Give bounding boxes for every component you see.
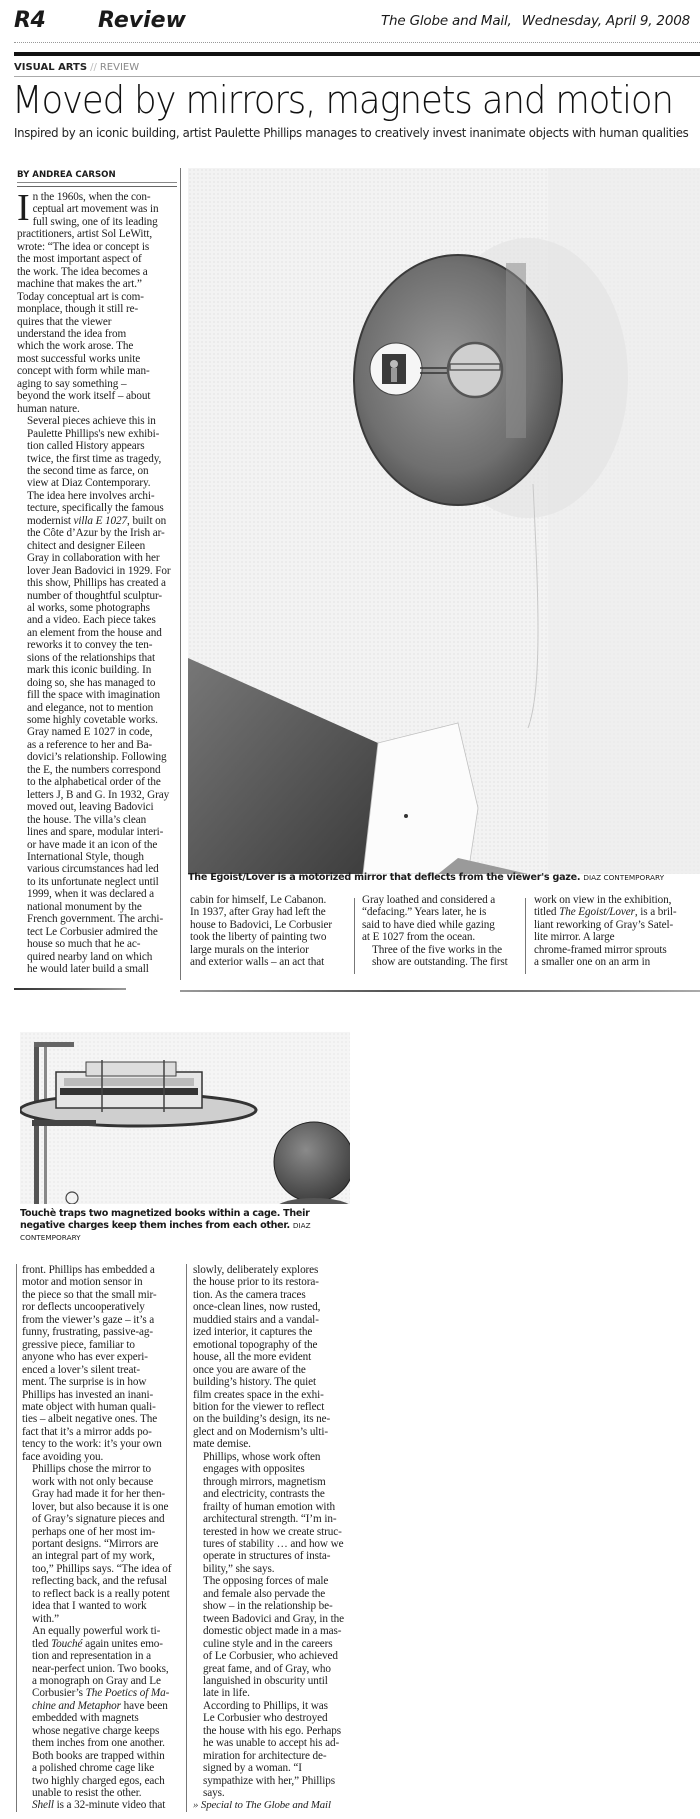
text-line: them inches from one another.	[32, 1737, 165, 1750]
photo-caption	[188, 872, 664, 883]
text-line: show – in the relationship be-	[203, 1600, 333, 1613]
text-line: terested in how we create struc-	[203, 1525, 342, 1538]
text-line: al works, some photographs	[27, 601, 150, 614]
text-line: the work. The idea becomes a	[17, 265, 148, 278]
text-line: too,” Phillips says. “The idea of	[32, 1562, 172, 1575]
text-line: lover Jean Badovici in 1929. For	[27, 564, 171, 577]
text-line: tency to the work: it’s your own	[22, 1438, 162, 1451]
text-line: Three of the five works in the	[372, 943, 502, 956]
headline: Moved by mirrors, magnets and motion	[12, 78, 673, 123]
paragraph	[17, 726, 179, 975]
text-line: Phillips has invested an inani-	[22, 1388, 154, 1401]
text-line: the house. The villa’s clean	[27, 813, 147, 826]
text-line: and exterior walls – an act that	[190, 956, 325, 969]
text-line: a smaller one on an arm in	[534, 956, 651, 969]
text-line: the E, the numbers correspond	[27, 763, 161, 776]
text-line: Paulette Phillips's new exhibi-	[27, 427, 160, 440]
text-line: funny, frustrating, passive-ag-	[22, 1326, 154, 1339]
text-line: idea that I wanted to work	[32, 1600, 147, 1613]
text-line: chine and Metaphor have been	[32, 1699, 168, 1712]
text-line: monplace, though it still re-	[17, 303, 139, 316]
text-line: from the viewer’s gaze – it’s a	[22, 1313, 155, 1326]
signoff: » Special to The Globe and Mail	[193, 1799, 331, 1812]
text-line: an integral part of my work,	[32, 1550, 155, 1563]
drop-cap: I	[17, 187, 30, 229]
text-line: front. Phillips has embedded a	[22, 1264, 155, 1276]
paragraph	[193, 1700, 355, 1800]
text-line: some highly covetable works.	[27, 714, 158, 727]
photo-credit: DIAZ CONTEMPORARY	[20, 1221, 311, 1242]
text-line: the most important aspect of	[17, 253, 142, 266]
text-line: and electricity, contrasts the	[203, 1488, 325, 1501]
text-line: culine style and in the careers	[203, 1637, 333, 1650]
text-line: great fame, and of Gray, who	[203, 1662, 331, 1675]
text-line: and elegance, not to mention	[27, 701, 154, 714]
text-line: tion called History appears	[27, 440, 145, 453]
text-line: and female also pervade the	[203, 1587, 326, 1600]
caption-text: The Egoist/Lover is a motorized mirror that deflects from the viewer's gaze.	[188, 872, 581, 883]
text-line: languished in obscurity until	[203, 1674, 328, 1687]
text-line: Shell is a 32-minute video that	[32, 1799, 166, 1812]
text-line: Gray had made it for her then-	[32, 1488, 166, 1501]
text-line: tween Badovici and Gray, in the	[203, 1612, 344, 1625]
text-line: tecture, specifically the famous	[27, 502, 164, 515]
text-line: doing so, she has managed to	[27, 676, 156, 689]
photo-egoist-lover	[188, 168, 700, 874]
article-column-1	[17, 187, 179, 976]
text-line: various circumstances had led	[27, 863, 159, 876]
text-line: operate in structures of insta-	[203, 1550, 331, 1563]
paragraph	[193, 1451, 355, 1576]
text-line: French government. The archi-	[27, 913, 164, 926]
text-line: twice, the first time as tragedy,	[27, 452, 162, 465]
text-line: took the liberty of painting two	[190, 931, 327, 944]
section-kicker	[14, 62, 139, 73]
round-mirror	[274, 1122, 350, 1202]
text-line: engages with opposites	[203, 1463, 305, 1476]
text-line: once you are aware of the	[193, 1363, 306, 1376]
text-line: understand the idea from	[17, 327, 127, 340]
column-divider	[186, 1264, 187, 1812]
text-line: Both books are trapped within	[32, 1749, 165, 1762]
column-divider	[354, 898, 355, 974]
text-line: In 1937, after Gray had left the	[190, 906, 326, 919]
text-line: said to have died while gazing	[362, 918, 495, 931]
article-column-5	[22, 1264, 184, 1812]
paragraph	[22, 1463, 184, 1625]
text-line: an element from the house and	[27, 626, 162, 639]
text-line: a polished chrome cage like	[32, 1762, 155, 1775]
text-line: which the work arose. The	[17, 340, 134, 353]
text-line: domestic object made in a mas-	[203, 1625, 342, 1638]
text-line: embedded with magnets	[32, 1712, 139, 1725]
deck: Inspired by an iconic building, artist Paulette Phillips manages to creatively invest inanimate objects with human qualities	[14, 125, 689, 140]
text-line: the second time as farce, on	[27, 464, 149, 477]
text-line: this show, Phillips has created a	[27, 577, 166, 590]
article-column-6	[193, 1264, 355, 1812]
text-line: large murals on the interior	[190, 943, 309, 956]
text-line: to the alphabetical order of the	[27, 776, 161, 789]
text-line: lite mirror. A large	[534, 931, 615, 944]
kicker-rule	[14, 76, 700, 77]
text-line: of Le Corbusier, who achieved	[203, 1650, 338, 1663]
text-line: fact that it’s a mirror adds po-	[22, 1425, 152, 1438]
dotted-rule	[14, 42, 700, 43]
text-line: view at Diaz Contemporary.	[27, 477, 151, 490]
text-line: wrote: “The idea or concept is	[17, 240, 150, 253]
text-line: muddied stairs and a vandal-	[193, 1313, 319, 1326]
text-line: n the 1960s, when the con-	[32, 191, 151, 203]
text-line: enced a lover’s silent treat-	[22, 1363, 141, 1376]
text-line: face avoiding you.	[22, 1450, 104, 1463]
kicker-category: VISUAL ARTS	[14, 62, 88, 73]
paragraph	[362, 944, 517, 969]
kicker-separator: //	[90, 62, 97, 73]
article-column-3	[362, 894, 517, 969]
text-line: a monograph on Gray and Le	[32, 1674, 161, 1687]
text-line: human nature.	[17, 402, 80, 415]
text-line: lover, but also because it is one	[32, 1500, 169, 1513]
text-line: aging to say something –	[17, 377, 127, 390]
article-column-2	[190, 894, 345, 969]
paragraph	[22, 1264, 184, 1463]
text-line: building’s history. The quiet	[193, 1376, 316, 1389]
text-line: tect Le Corbusier admired the	[27, 925, 158, 938]
text-line: the house prior to its restora-	[193, 1276, 319, 1289]
article-column-4	[534, 894, 700, 969]
text-line: he was unable to accept his ad-	[203, 1737, 340, 1750]
text-line: with.”	[32, 1612, 60, 1625]
photo-touche	[20, 1032, 350, 1204]
text-line: the piece so that the small mir-	[22, 1288, 157, 1301]
paragraph	[17, 415, 179, 726]
column-divider	[16, 1264, 17, 1812]
text-line: quired nearby land on which	[27, 950, 153, 963]
text-line: titled The Egoist/Lover, is a bril-	[534, 906, 677, 919]
text-line: the Côte d’Azur by the Irish ar-	[27, 527, 165, 540]
text-line: fill the space with imagination	[27, 689, 160, 702]
text-line: The opposing forces of male	[203, 1575, 329, 1588]
text-line: gressive piece, familiar to	[22, 1338, 135, 1351]
text-line: house to Badovici, Le Corbusier	[190, 918, 332, 931]
text-line: Gray named E 1027 in code,	[27, 726, 153, 739]
column-divider	[180, 168, 181, 980]
kicker-subcategory: REVIEW	[99, 62, 140, 73]
text-line: says.	[203, 1787, 225, 1800]
text-line: beyond the work itself – about	[17, 390, 151, 403]
text-line: the house with his ego. Perhaps	[203, 1724, 341, 1737]
text-line: miration for architecture de-	[203, 1749, 327, 1762]
publication-name: The Globe and Mail,	[380, 13, 512, 29]
text-line: modernist villa E 1027, built on	[27, 514, 167, 527]
text-line: reworks it to convey the ten-	[27, 639, 153, 652]
text-line: show are outstanding. The first	[372, 956, 508, 969]
masthead-rule	[14, 52, 700, 56]
text-line: letters J, B and G. In 1932, Gray	[27, 788, 170, 801]
text-line: tled Touché again unites emo-	[32, 1637, 163, 1650]
text-line: chitect and designer Eileen	[27, 539, 146, 552]
text-line: near-perfect union. Two books,	[32, 1662, 169, 1675]
text-line: sympathize with her,” Phillips	[203, 1774, 336, 1787]
text-line: architectural strength. “I’m in-	[203, 1513, 337, 1526]
section-rule	[180, 990, 700, 992]
page-number: R4	[14, 8, 46, 33]
text-line: bility,” she says.	[203, 1562, 275, 1575]
text-line: sions of the relationships that	[27, 651, 156, 664]
text-line: work on view in the exhibition,	[534, 894, 672, 906]
paragraph	[17, 187, 179, 415]
text-line: dovici’s relationship. Following	[27, 751, 167, 764]
text-line: number of thoughtful sculptur-	[27, 589, 163, 602]
text-line: Today conceptual art is com-	[17, 290, 144, 303]
text-line: The idea here involves archi-	[27, 489, 155, 502]
photo-caption	[20, 1208, 350, 1244]
caption-text: Touchè traps two magnetized books within a cage. Their negative charges keep them inches from each other.	[20, 1208, 310, 1231]
egoist-lover-image	[188, 168, 700, 874]
text-line: chrome-framed mirror sprouts	[534, 943, 667, 956]
text-line: Le Corbusier who destroyed	[203, 1712, 328, 1725]
text-line: as a reference to her and Ba-	[27, 738, 153, 751]
text-line: he would later build a small	[27, 963, 149, 976]
text-line: house so much that he ac-	[27, 938, 141, 951]
text-line: 1999, when it was declared a	[27, 888, 155, 901]
paragraph	[193, 1264, 355, 1451]
paragraph	[190, 894, 345, 969]
paragraph	[534, 894, 700, 969]
text-line: Gray loathed and considered a	[362, 894, 496, 906]
text-line: perhaps one of her most im-	[32, 1525, 156, 1538]
section-name: Review	[98, 8, 186, 33]
text-line: through mirrors, magnetism	[203, 1475, 326, 1488]
text-line: reflecting back, and the refusal	[32, 1575, 168, 1588]
text-line: cabin for himself, Le Cabanon.	[190, 894, 327, 906]
text-line: motor and motion sensor in	[22, 1276, 143, 1289]
text-line: on the building’s design, its ne-	[193, 1413, 331, 1426]
text-line: once-clean lines, now rusted,	[193, 1301, 321, 1314]
text-line: “defacing.” Years later, he is	[362, 906, 487, 919]
text-line: lines and spare, modular interi-	[27, 826, 164, 839]
text-line: ized interior, it captures the	[193, 1326, 313, 1339]
text-line: quires that the viewer	[17, 315, 112, 328]
text-line: house, all the more evident	[193, 1351, 312, 1364]
text-line: full swing, one of its leading	[32, 215, 158, 228]
text-line: An equally powerful work ti-	[32, 1625, 161, 1638]
text-line: portant designs. “Mirrors are	[32, 1537, 159, 1550]
text-line: glect and on Modernism’s ulti-	[193, 1425, 328, 1438]
text-line: Several pieces achieve this in	[27, 415, 156, 428]
text-line: frailty of human emotion with	[203, 1500, 335, 1513]
text-line: mate object with human quali-	[22, 1400, 156, 1413]
text-line: Phillips, whose work often	[203, 1450, 321, 1463]
text-line: liant reworking of Gray’s Satel-	[534, 918, 674, 931]
text-line: According to Phillips, it was	[203, 1699, 328, 1712]
paragraph	[22, 1625, 184, 1799]
text-line: machine that makes the art.”	[17, 278, 142, 291]
text-line: and a video. Each piece takes	[27, 614, 156, 627]
text-line: work with not only because	[32, 1475, 154, 1488]
text-line: emotional topography of the	[193, 1338, 318, 1351]
text-line: bition for the viewer to reflect	[193, 1400, 325, 1413]
text-line: late in life.	[203, 1687, 250, 1700]
text-line: ties – albeit negative ones. The	[22, 1413, 158, 1426]
photo-credit: DIAZ CONTEMPORARY	[583, 873, 665, 882]
text-line: to reflect back is a really potent	[32, 1587, 170, 1600]
paragraph	[362, 894, 517, 944]
paragraph	[193, 1575, 355, 1700]
text-line: two highly charged egos, each	[32, 1774, 165, 1787]
text-line: concept with form while man-	[17, 365, 150, 378]
publication-date: Wednesday, April 9, 2008	[521, 13, 690, 29]
publication-dateline	[371, 13, 690, 29]
paragraph	[22, 1799, 184, 1811]
byline-rule	[17, 186, 177, 187]
text-line: ceptual art movement was in	[32, 203, 159, 216]
text-line: Phillips chose the mirror to	[32, 1463, 152, 1476]
text-line: tion and representation in a	[32, 1650, 151, 1663]
text-line: at E 1027 from the ocean.	[362, 931, 476, 944]
text-line: tion. As the camera traces	[193, 1288, 306, 1301]
text-line: slowly, deliberately explores	[193, 1264, 319, 1276]
section-rule	[14, 988, 126, 990]
text-line: signed by a woman. “I	[203, 1762, 302, 1775]
text-line: of Gray’s signature pieces and	[32, 1513, 165, 1526]
text-line: Gray in collaboration with her	[27, 552, 160, 565]
text-line: practitioners, artist Sol LeWitt,	[17, 228, 153, 241]
text-line: ror deflects uncooperatively	[22, 1301, 145, 1314]
column-divider	[525, 898, 526, 974]
text-line: mark this iconic building. In	[27, 664, 152, 677]
text-line: or have made it an icon of the	[27, 838, 158, 851]
text-line: whose negative charge keeps	[32, 1724, 160, 1737]
text-line: anyone who has ever experi-	[22, 1351, 148, 1364]
text-line: Corbusier’s The Poetics of Ma-	[32, 1687, 170, 1700]
text-line: unable to resist the other.	[32, 1787, 142, 1800]
text-line: ment. The surprise is in how	[22, 1376, 147, 1389]
text-line: mate demise.	[193, 1438, 251, 1451]
text-line: film creates space in the exhi-	[193, 1388, 324, 1401]
text-line: to its unfortunate neglect until	[27, 875, 159, 888]
text-line: most successful works unite	[17, 352, 141, 365]
touche-image	[20, 1032, 350, 1204]
text-line: moved out, leaving Badovici	[27, 801, 154, 814]
text-line: tures of stability … and how we	[203, 1537, 344, 1550]
byline: BY ANDREA CARSON	[17, 170, 177, 183]
text-line: national monument by the	[27, 900, 142, 913]
text-line: International Style, though	[27, 851, 144, 864]
